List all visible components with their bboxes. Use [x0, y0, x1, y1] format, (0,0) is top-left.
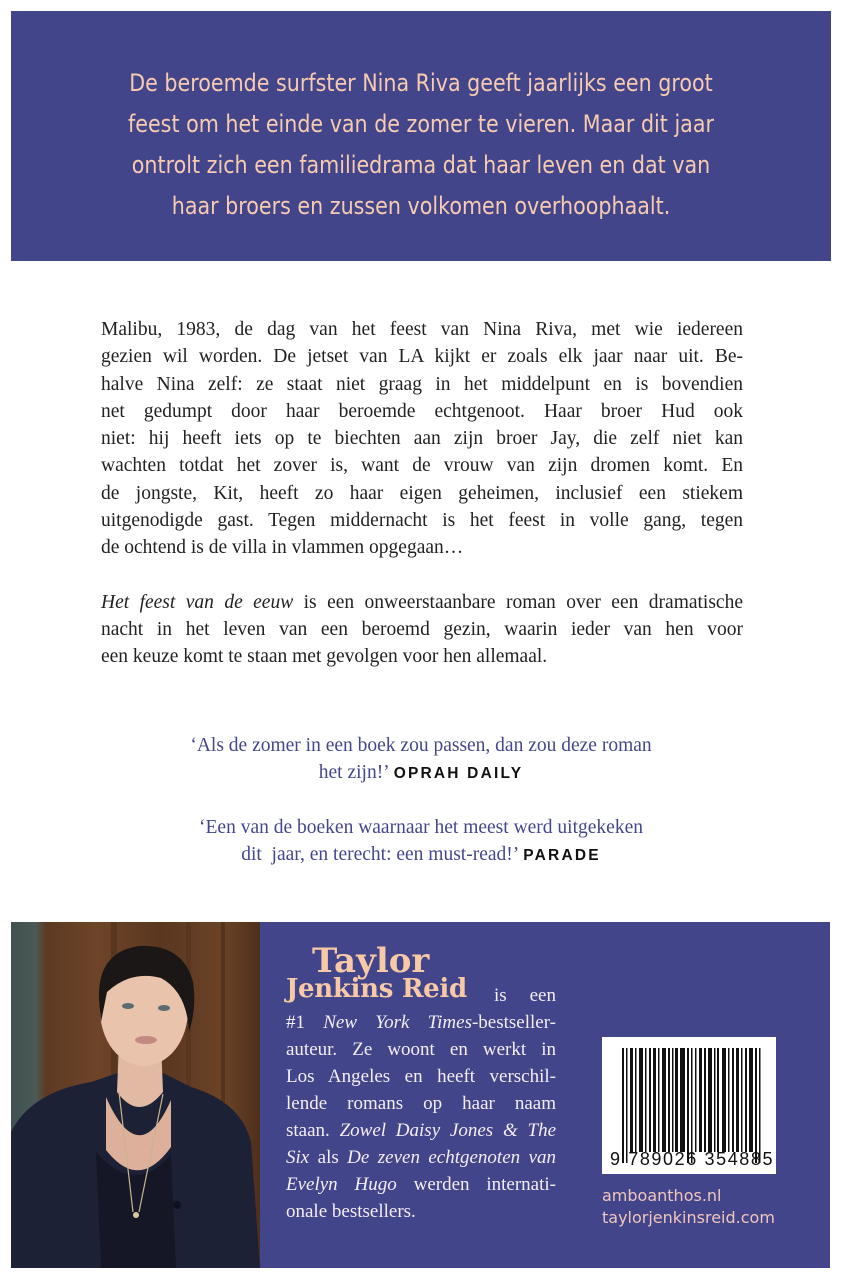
quote-source: PARADE [523, 847, 601, 864]
publisher-url[interactable]: amboanthos.nl [602, 1186, 722, 1205]
bio-line: onale bestsellers. [286, 1201, 416, 1222]
author-first-name: Taylor [312, 941, 430, 981]
blurb-line [101, 589, 743, 616]
blurb-line: wachten totdat het zover is, want de vrouw van zijn dromen komt. En [101, 455, 743, 477]
blurb-text: is een onweerstaanbare roman over een dramatische [293, 591, 743, 613]
bio-text: als [309, 1147, 348, 1168]
quote-oprah [0, 732, 842, 787]
quote-line: ‘Als de zomer in een boek zou passen, dan zou deze roman [190, 735, 652, 756]
blurb-line: halve Nina zelf: ze staat niet graag in het middelpunt en is bovendien [101, 373, 743, 395]
banner-line: feest om het einde van de zomer te vieren. Maar dit jaar [128, 110, 714, 138]
author-bio [286, 982, 556, 1225]
author-panel [260, 922, 830, 1268]
author-last-name: Jenkins Reid [286, 974, 467, 1004]
banner-text [68, 63, 773, 227]
book-title: Evelyn Hugo [286, 1174, 397, 1195]
banner-line: De beroemde surfster Nina Riva geeft jaarlijks een groot [129, 69, 713, 97]
blurb-line: gezien wil worden. De jetset van LA kijkt er zoals elk jaar naar uit. Be- [101, 346, 743, 368]
blurb-line: een keuze komt te staan met gevolgen voor hen allemaal. [101, 646, 548, 668]
author-url[interactable]: taylorjenkinsreid.com [602, 1208, 775, 1227]
blurb-line: uitgenodigde gast. Tegen middernacht is het feest in volle gang, tegen [101, 510, 743, 532]
paragraph-gap [101, 562, 743, 589]
bio-line: Los Angeles en heeft verschil- [286, 1066, 556, 1087]
summary-banner [11, 11, 831, 261]
blurb-line: de jongste, Kit, heeft zo haar eigen geheimen, inclusief een stiekem [101, 482, 743, 504]
author-portrait-illustration [11, 922, 260, 1268]
isbn-number: 9 789026 354885 [610, 1149, 775, 1169]
bio-line: lende romans op haar naam [286, 1093, 556, 1114]
banner-line: haar broers en zussen volkomen overhoophaalt. [171, 192, 671, 220]
author-photo [11, 922, 260, 1268]
quote-text: het zijn!’ [318, 762, 390, 783]
blurb-paragraph-2 [101, 589, 743, 671]
bio-line [286, 1009, 556, 1036]
bio-text: staan. [286, 1120, 340, 1141]
bio-text: #1 [286, 1012, 324, 1033]
quote-gap [0, 787, 842, 814]
book-title: De zeven echtgenoten van [347, 1147, 556, 1168]
quote-source: OPRAH DAILY [393, 765, 524, 782]
press-quotes [0, 732, 842, 869]
blurb-line: de ochtend is de villa in vlammen opgegaan… [101, 537, 464, 559]
quote-parade [0, 814, 842, 869]
isbn-barcode [602, 1037, 776, 1174]
blurb-line: net gedumpt door haar beroemde echtgenoot. Haar broer Hud ook [101, 400, 743, 422]
quote-line [0, 759, 842, 787]
blurb-paragraph-1 [101, 316, 743, 562]
banner-line: ontrolt zich een familiedrama dat haar leven en dat van [131, 151, 711, 179]
blurb-line: niet: hij heeft iets op te biechten aan zijn broer Jay, die zelf niet kan [101, 428, 743, 450]
bio-line: auteur. Ze woont en werkt in [286, 1039, 556, 1060]
blurb-line: nacht in het leven van een beroemd gezin, waarin ieder van hen voor [101, 618, 743, 640]
book-title: Het feest van de eeuw [101, 591, 294, 613]
bio-line [286, 1117, 556, 1144]
book-title: Six [286, 1147, 310, 1168]
book-title: Zowel Daisy Jones & The [339, 1120, 556, 1141]
quote-line: ‘Een van de boeken waarnaar het meest werd uitgekeken [199, 817, 643, 838]
bio-text: -bestseller- [471, 1012, 556, 1033]
bio-line [286, 1171, 556, 1198]
bio-text: werden internati- [396, 1174, 556, 1195]
blurb-line: Malibu, 1983, de dag van het feest van Nina Riva, met wie iedereen [101, 319, 743, 340]
bio-line: is een [494, 985, 556, 1006]
blurb [101, 316, 743, 671]
quote-line [0, 841, 842, 869]
bio-line [286, 1144, 556, 1171]
quote-text: dit jaar, en terecht: een must-read!’ [241, 844, 520, 865]
newspaper-title: New York Times [323, 1012, 472, 1033]
urls [602, 1185, 775, 1229]
